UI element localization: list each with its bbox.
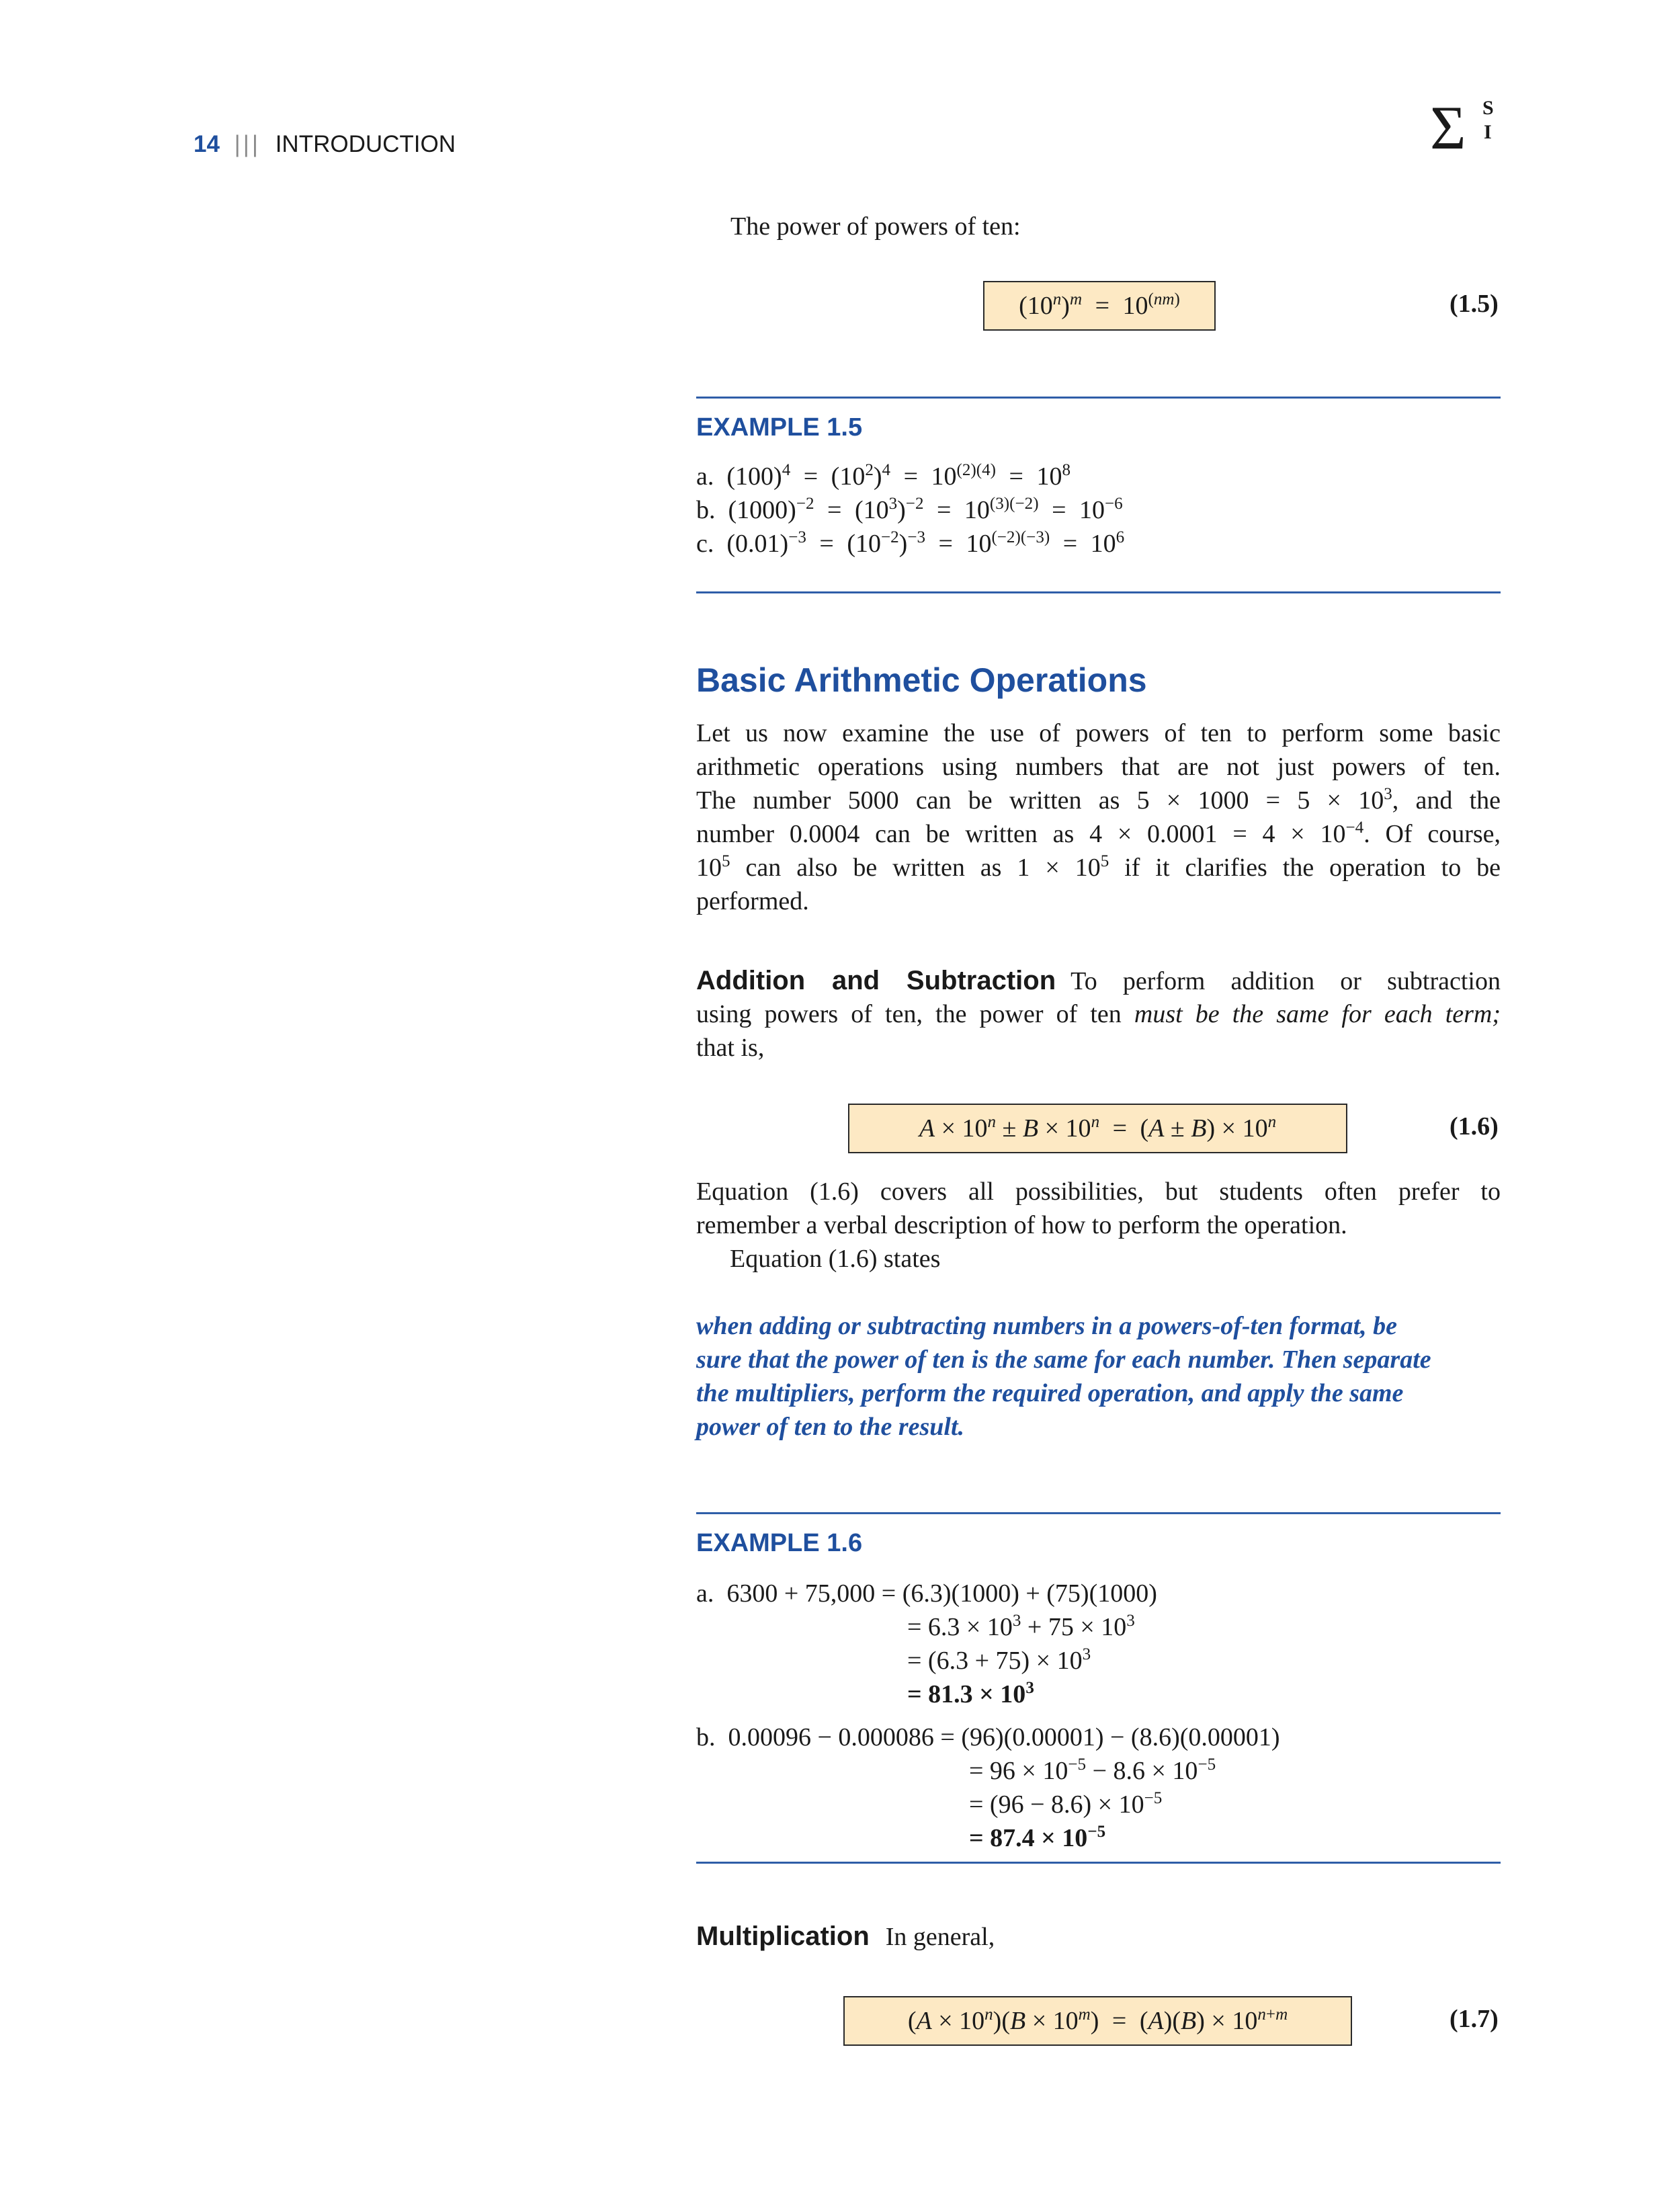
header-separator: ||| [234, 131, 261, 157]
example-1-6-line-b2: = $96 \times 10^{-5} - 8.6 \times 10^{-5}$ [969, 1755, 1216, 1785]
addition-subtraction-paragraph: Addition and Subtraction To perform addition or subtraction using powers of ten, the power of ten must be the same for each term; that is, [696, 966, 1501, 1062]
example-1-5-line-b: b. $(1000)^{-2} = (10^3)^{-2} = 10^{(3)(-2)} = 10^{-6}$ [696, 495, 1123, 524]
example-1-5-top-rule [696, 397, 1501, 399]
multiplication-heading: Multiplication [696, 1921, 870, 1951]
example-1-5-body [696, 460, 1124, 561]
example-1-5-title: EXAMPLE 1.5 [696, 413, 863, 442]
equation-1-5-number: (1.5) [1450, 290, 1499, 318]
sigma-logo-icon: Σ S I [1430, 93, 1494, 162]
example-1-6-title: EXAMPLE 1.6 [696, 1529, 863, 1557]
multiplication-lead: In general, [885, 1923, 995, 1951]
example-1-6-line-a1: a. 6300 + 75,000 = (6.3)(1000) + (75)(1000) [696, 1579, 1157, 1608]
example-1-6-body [696, 1577, 1280, 1855]
example-1-5-line-c: c. $(0.01)^{-3} = (10^{-2})^{-3} = 10^{(-2)(-3)} = 10^6$ [696, 528, 1125, 558]
example-1-6-line-a4: = $81.3 \times 10^3$ [907, 1679, 1034, 1708]
addsub-heading: Addition and Subtraction [696, 966, 1056, 995]
equation-1-6-box: $A \times 10^n \pm B \times 10^n = (A \pm B) \times 10^n$ [848, 1104, 1347, 1153]
running-header [194, 128, 456, 161]
example-1-6-bottom-rule [696, 1862, 1501, 1864]
equation-1-6-number: (1.6) [1450, 1112, 1499, 1141]
equation-1-7-number: (1.7) [1450, 2005, 1499, 2033]
section-heading: Basic Arithmetic Operations [696, 661, 1147, 699]
example-1-6-top-rule [696, 1512, 1501, 1514]
arithmetic-paragraph: Let us now examine the use of powers of ten to perform some basic arithmetic operations using numbers that are not just powers of ten. The number 5000 can be written as $5 \times 1000 = 5 \times 10^3$, and the number 0.0004 can be written as $4 \times 0.0001 = 4 \times 10^{-4}$. Of course, $10^5$ can also be written as $1 \times 10^5$ if it clarifies the operation to be performed. [696, 719, 1501, 915]
example-1-5-bottom-rule [696, 591, 1501, 593]
example-1-5-line-a: a. $(100)^4 = (10^2)^4 = 10^{(2)(4)} = 10^8$ [696, 461, 1070, 491]
example-1-6-line-a2: = $6.3 \times 10^3 + 75 \times 10^3$ [907, 1612, 1135, 1641]
equation-1-5-box: $(10^n)^m = 10^{(nm)}$ [983, 281, 1216, 331]
logo-letter-i: I [1484, 121, 1492, 143]
equation-1-6-paragraph: Equation (1.6) covers all possibilities, but students often prefer to remember a verbal description of how to perform the operation. Equation (1.6) states [696, 1177, 1501, 1273]
example-1-6-line-b3: = $(96 - 8.6) \times 10^{-5}$ [969, 1789, 1163, 1819]
addsub-lead: To perform addition or subtraction [1070, 967, 1501, 995]
example-1-6-line-a3: = $(6.3 + 75) \times 10^3$ [907, 1645, 1091, 1675]
multiplication-paragraph [696, 1919, 995, 1954]
page-number: 14 [194, 131, 220, 157]
example-1-6-line-b1: b. 0.00096 − 0.000086 = (96)(0.00001) − (8.6)(0.00001) [696, 1723, 1280, 1751]
rule-statement: when adding or subtracting numbers in a powers-of-ten format, be sure that the power of ten is the same for each number. Then separate the multipliers, perform the required operation, and apply the same power of ten to the result. [696, 1312, 1431, 1441]
logo-letter-s: S [1482, 97, 1494, 119]
chapter-title: INTRODUCTION [275, 131, 456, 157]
equation-1-7-box: $(A \times 10^n)(B \times 10^m) = (A)(B) \times 10^{n+m}$ [843, 1996, 1352, 2046]
intro-sentence: The power of powers of ten: [730, 212, 1021, 241]
example-1-6-line-b4: = $87.4 \times 10^{-5}$ [969, 1823, 1106, 1852]
